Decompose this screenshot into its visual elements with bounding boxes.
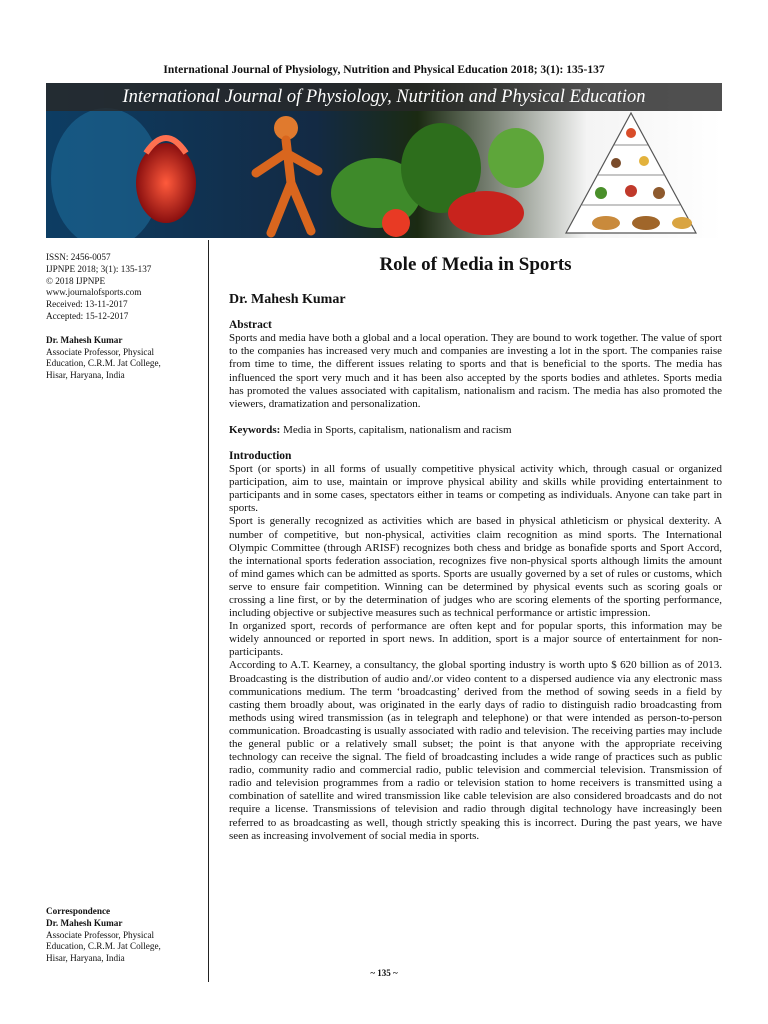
article-info-sidebar [46,252,204,382]
accepted-date: Accepted: 15-12-2017 [46,310,129,321]
body-paragraph: Sport (or sports) in all forms of usually competitive physical activity which, through casual or organized participation, aim to use, maintain or improve physical ability and skills while providing entertainment to participants and in some cases, spectators either in teams or competing as individuals. Anyone can take part in sports. [229,463,722,515]
sidebar-divider [208,240,209,982]
journal-banner [46,83,722,238]
sidebar-affiliation-line: Education, C.R.M. Jat College, [46,358,161,369]
page-number: ~ 135 ~ [370,968,398,978]
issn: ISSN: 2456-0057 [46,252,111,262]
correspondence-name: Dr. Mahesh Kumar [46,917,123,928]
sidebar-author-name: Dr. Mahesh Kumar [46,334,123,345]
abstract-text: Sports and media have both a global and a local operation. They are bound to work together. The value of sport to the companies has increased very much and companies are investing a lot in the sport. The companies raise from time to time, the different issues relating to sports and that is beneficial to the sports. The media has influenced the sport very much and it has been also accepted by the sports bodies and athletes. Sports media has promoted the values associated with capitalism, nationalism and racism. The media has also promoted the viewers, dramatization and personalization. [229,332,722,410]
banner-title: International Journal of Physiology, Nutrition and Physical Education [46,83,722,111]
correspondence-label: Correspondence [46,906,111,916]
correspondence-affiliation-line: Associate Professor, Physical [46,929,155,940]
introduction-heading: Introduction [229,449,292,462]
article-title: Role of Media in Sports [379,254,572,275]
article-body [229,254,722,843]
website-link[interactable]: www.journalofsports.com [46,287,142,298]
keywords-label: Keywords: [229,423,281,436]
citation: IJPNPE 2018; 3(1): 135-137 [46,263,152,274]
copyright: © 2018 IJPNPE [46,275,106,286]
correspondence-block [46,906,204,965]
body-paragraph: In organized sport, records of performance are often kept and for popular sports, this information may be widely announced or reported in sport news. In addition, sport is a major source of entertainment for non-participants. [229,620,722,659]
running-head: International Journal of Physiology, Nutrition and Physical Education 2018; 3(1): 135-137 [163,64,605,76]
keywords [229,424,722,437]
body-paragraph: Sport is generally recognized as activities which are based in physical athleticism or physical dexterity. A number of competitive, but non-physical, activities claim recognition as mind sports. The International Olympic Committee (through ARISF) recognizes both chess and bridge as bonafide sports and Sport Accord, the international sports federation association, recognizes five non-physical sports although limits the amount of mind games which can be admitted as sports. Sports are usually governed by a set of rules or customs, which serve to ensure fair competition. Winning can be determined by physical events such as scoring goals or crossing a line first, or by the determination of judges who are scoring elements of the sporting performance, including objective or subjective measures such as technical performance or artistic impression. [229,515,722,620]
received-date: Received: 13-11-2017 [46,299,128,310]
body-paragraph: According to A.T. Kearney, a consultancy, the global sporting industry is worth upto $ 620 billion as of 2013. Broadcasting is the distribution of audio and/.or video content to a dispersed audience via any electronic mass communications medium. The term ‘broadcasting’ derived from the method of sowing seeds in a field by casting them broadly about, was originated in the early days of radio to distinguish radio broadcasting from methods using wired transmission (as in telegraph and telephone) or that were intended as person-to-person communication. Broadcasting is usually associated with radio and television. The receiving parties may include the general public or a relatively small subset; the point is that anyone with the appropriate receiving technology can receive the signal. The field of broadcasting includes a wide range of practices such as public radio, community radio and commercial radio, public television and commercial television. Transmission of radio and television programmes from a radio or television station to home receivers is transmitted using a combination of satellite and wired transmission like cable television are also considered broadcasts and do not require a license. Transmissions of television and radio through digital technology have increasingly been referred to as broadcasting as well, though strictly speaking this is incorrect. During the past years, we have seen as increasing involvement of social media in sports. [229,659,722,842]
correspondence-affiliation-line: Hisar, Haryana, India [46,953,125,964]
article-author: Dr. Mahesh Kumar [229,292,346,308]
sidebar-affiliation-line: Associate Professor, Physical [46,346,155,357]
correspondence-affiliation-line: Education, C.R.M. Jat College, [46,941,161,952]
keywords-text: Media in Sports, capitalism, nationalism and racism [280,423,512,436]
abstract-heading: Abstract [229,319,272,332]
sidebar-affiliation-line: Hisar, Haryana, India [46,370,125,381]
